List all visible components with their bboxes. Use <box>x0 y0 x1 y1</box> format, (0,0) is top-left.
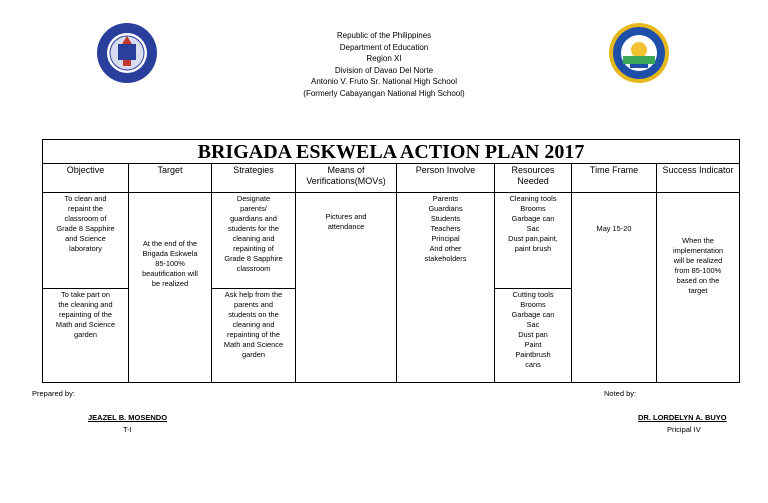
table-row <box>43 193 740 289</box>
col-header-time-frame: Time Frame <box>572 164 657 193</box>
target-text: At the end of the Brigada Eskwela 85-100% beautification will be realized <box>142 238 198 288</box>
plan-title: BRIGADA ESKWELA ACTION PLAN 2017 <box>43 140 740 164</box>
col-header-person-involve: Person Involve <box>397 164 495 193</box>
persons-cell <box>397 193 495 383</box>
col-header-target: Target <box>129 164 212 193</box>
noted-by-label: Noted by: <box>604 389 637 398</box>
noter-name: DR. LORDELYN A. BUYO <box>638 413 727 422</box>
resources-text-1: Cleaning tools Brooms Garbage can Sac Dust pan,paint, paint brush <box>508 194 558 253</box>
target-cell <box>129 193 212 383</box>
preparer-name: JEAZEL B. MOSENDO <box>88 413 168 422</box>
preparer-title: T-I <box>123 425 132 434</box>
col-header-success-indicator: Success Indicator <box>657 164 740 193</box>
header-line-4: Division of Davao Del Norte <box>334 65 434 75</box>
prepared-by-label: Prepared by: <box>32 389 75 398</box>
objective-cell-2 <box>43 289 129 383</box>
letterhead <box>0 30 768 99</box>
noter-title: Pricipal IV <box>667 425 701 434</box>
objective-text-2: To take part on the cleaning and repainting of the Math and Science garden <box>55 290 116 339</box>
col-header-strategies: Strategies <box>212 164 296 193</box>
objective-cell-1 <box>43 193 129 289</box>
objective-text-1: To clean and repaint the classroom of Grade 8 Sapphire and Science laboratory <box>56 194 115 253</box>
success-cell <box>657 193 740 383</box>
strategy-cell-2 <box>212 289 296 383</box>
resources-cell-1 <box>495 193 572 289</box>
header-line-6: (Formerly Cabayangan National High School) <box>303 88 465 98</box>
time-frame-text: May 15-20 <box>596 224 632 233</box>
header-line-5: Antonio V. Fruto Sr. National High School <box>310 77 457 86</box>
resources-text-2: Cutting tools Brooms Garbage can Sac Dust pan Paint Paintbrush cans <box>511 290 555 369</box>
col-header-resources: Resources Needed <box>495 164 572 193</box>
col-header-movs: Means of Verifications(MOVs) <box>296 164 397 193</box>
action-plan-table <box>42 139 740 383</box>
resources-cell-2 <box>495 289 572 383</box>
strategy-text-1: Designate parents/ guardians and students for the cleaning and repainting of Grade 8 Sapphire classroom <box>224 194 283 273</box>
strategy-text-2: Ask help from the parents and students on the cleaning and repainting of the Math and Science garden <box>223 290 284 359</box>
header-line-2: Department of Education <box>339 42 429 52</box>
success-text: When the implementation will be realized from 85-100% based on the target <box>672 236 724 295</box>
col-header-objective: Objective <box>43 164 129 193</box>
time-frame-cell <box>572 193 657 383</box>
movs-cell <box>296 193 397 383</box>
strategy-cell-1 <box>212 193 296 289</box>
header-line-1: Republic of the Philippines <box>336 31 432 40</box>
header-line-3: Region XI <box>366 54 402 63</box>
persons-text: Parents Guardians Students Teachers Principal And other stakeholders <box>424 194 467 263</box>
movs-text: Pictures and attendance <box>325 212 367 231</box>
table-header-row <box>43 164 740 193</box>
